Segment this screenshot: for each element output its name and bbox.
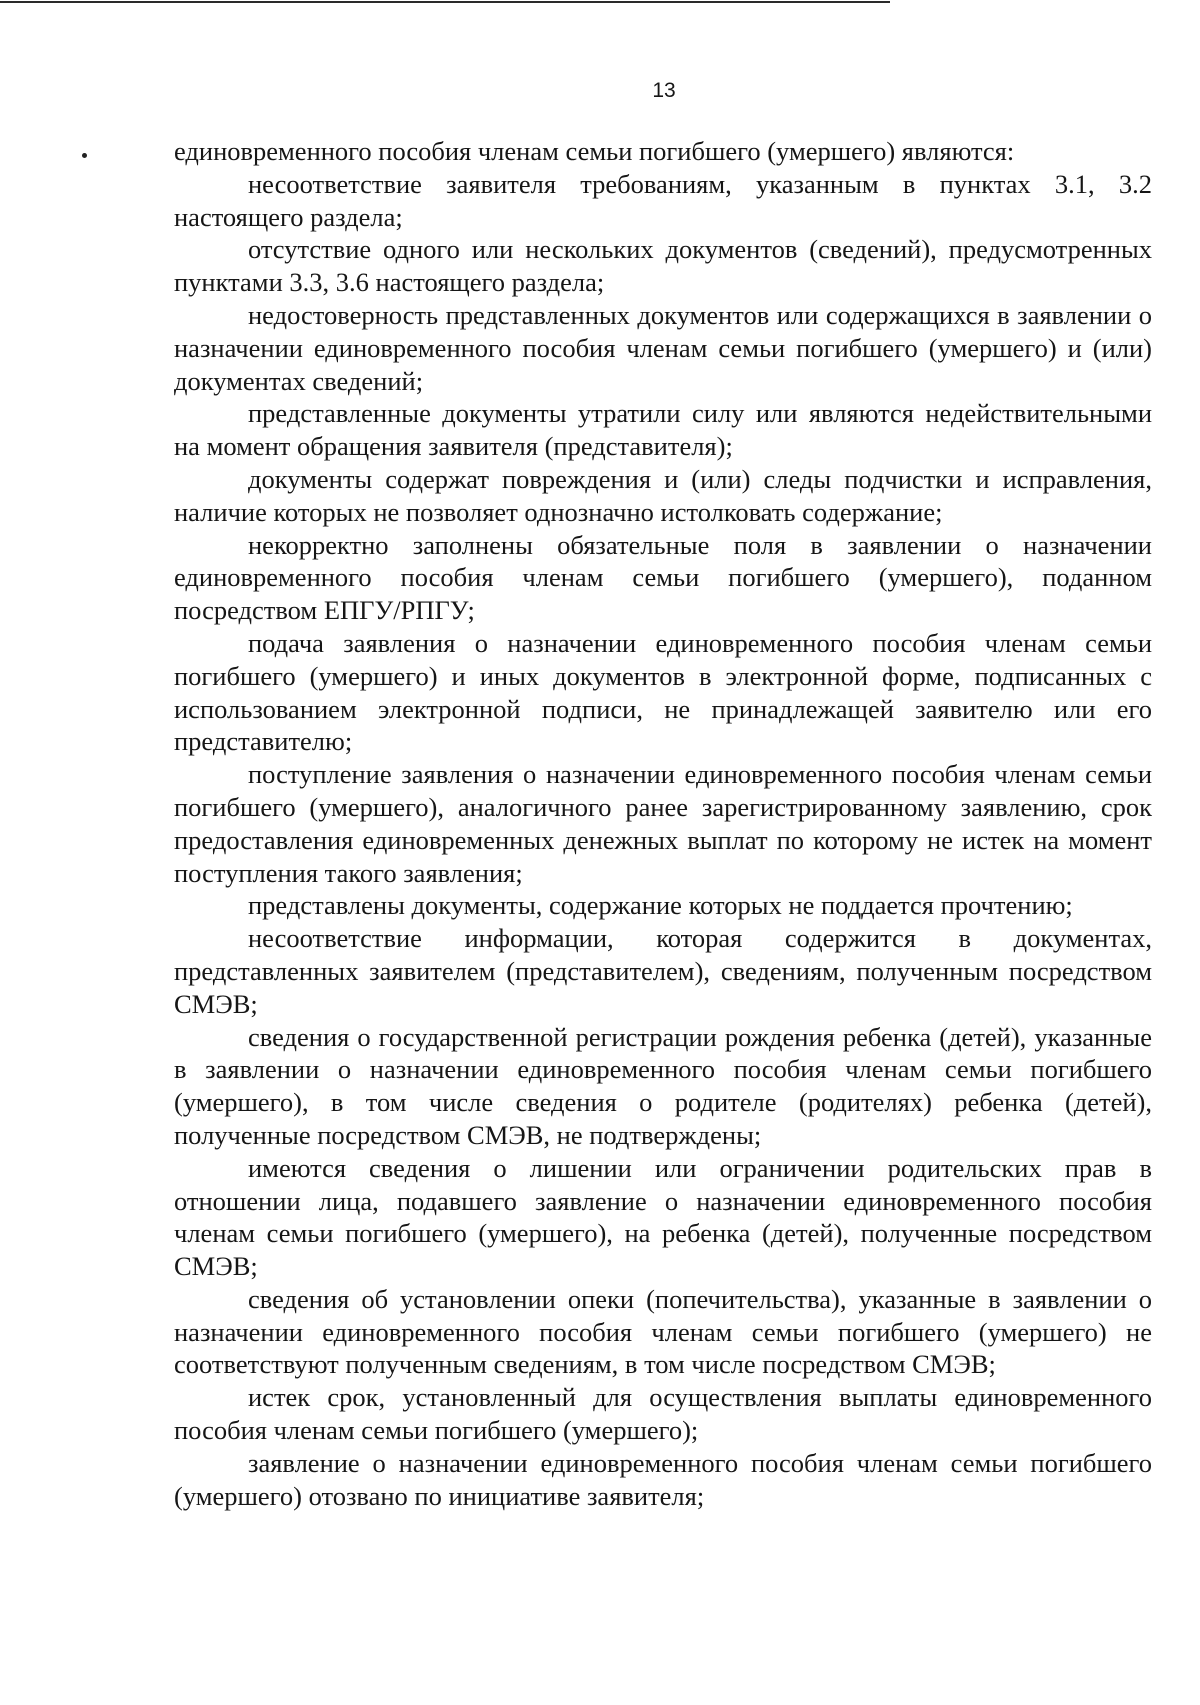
paragraph: сведения о государственной регистрации рождения ребенка (детей), указанные в заявлении о назначении единовременного пособия членам семьи погибшего (умершего), в том числе сведения о родителе (родителях) ребенка (детей), полученные посредством СМЭВ, не подтверждены; <box>174 1021 1152 1150</box>
paragraph: отсутствие одного или нескольких документов (сведений), предусмотренных пунктами 3.3, 3.6 настоящего раздела; <box>174 234 1152 298</box>
paragraph: единовременного пособия членам семьи погибшего (умершего) являются: <box>174 136 1015 166</box>
paragraph: подача заявления о назначении единовременного пособия членам семьи погибшего (умершего) и иных документов в электронной форме, подписанных с использованием электронной подписи, не принадлежащей заявителю или его представителю; <box>174 627 1152 757</box>
paragraph: сведения об установлении опеки (попечительства), указанные в заявлении о назначении единовременного пособия членам семьи погибшего (умершего) не соответствуют полученным сведениям, в том числе посредством СМЭВ; <box>174 1283 1152 1380</box>
paragraph: документы содержат повреждения и (или) следы подчистки и исправления, наличие которых не позволяет однозначно истолковать содержание; <box>174 463 1152 527</box>
paragraph: представлены документы, содержание которых не поддается прочтению; <box>248 890 1073 921</box>
paragraph: истек срок, установленный для осуществления выплаты единовременного пособия членам семьи погибшего (умершего); <box>174 1382 1152 1446</box>
page-number: 13 <box>652 79 676 102</box>
scan-top-border <box>0 1 890 3</box>
paragraph: поступление заявления о назначении единовременного пособия членам семьи погибшего (умершего), аналогичного ранее зарегистрированному заявлению, срок предоставления единовременных денежных выплат по которому не истек на момент поступления такого заявления; <box>174 759 1152 888</box>
scan-mark <box>82 153 87 158</box>
paragraph: несоответствие информации, которая содержится в документах, представленных заявителем (представителем), сведениям, полученным посредством СМЭВ; <box>174 923 1152 1019</box>
paragraph: представленные документы утратили силу или являются недействительными на момент обращения заявителя (представителя); <box>174 398 1152 462</box>
paragraph: недостоверность представленных документов или содержащихся в заявлении о назначении единовременного пособия членам семьи погибшего (умершего) и (или) документах сведений; <box>174 299 1152 396</box>
paragraph: некорректно заполнены обязательные поля в заявлении о назначении единовременного пособия членам семьи погибшего (умершего), поданном посредством ЕПГУ/РПГУ; <box>174 529 1152 626</box>
paragraph: заявление о назначении единовременного пособия членам семьи погибшего (умершего) отозвано по инициативе заявителя; <box>174 1447 1152 1511</box>
document-body <box>174 135 1152 1512</box>
paragraph: имеются сведения о лишении или ограничении родительских прав в отношении лица, подавшего заявление о назначении единовременного пособия членам семьи погибшего (умершего), на ребенка (детей), полученные посредством СМЭВ; <box>174 1152 1152 1282</box>
paragraph: несоответствие заявителя требованиям, указанным в пунктах 3.1, 3.2 настоящего раздела; <box>174 168 1152 232</box>
